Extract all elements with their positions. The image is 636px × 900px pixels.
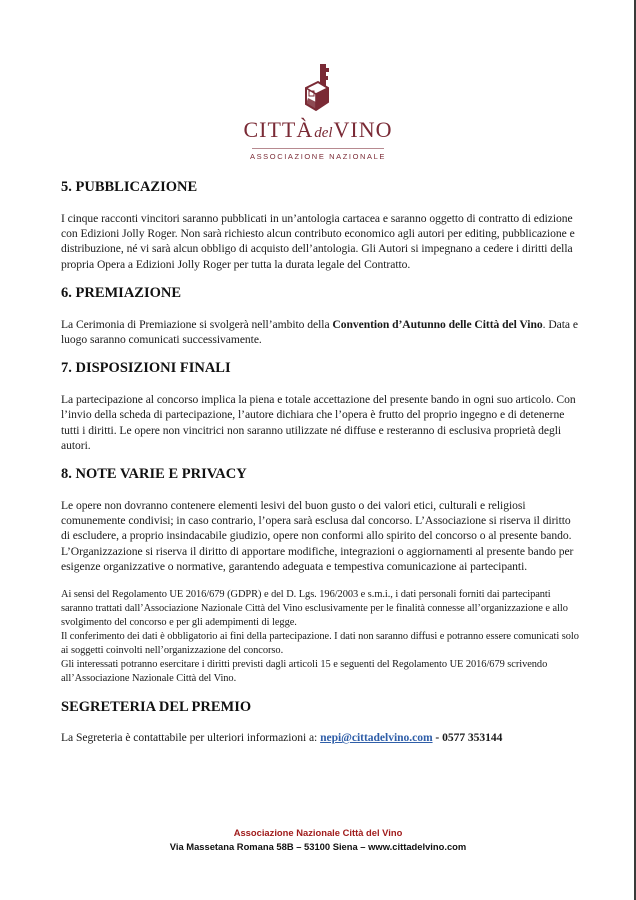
section-heading: 8. NOTE VARIE E PRIVACY [61,466,247,483]
section-paragraph: La partecipazione al concorso implica la piena e totale accettazione del presente bando in ogni suo articolo. Con l’invio della scheda di partecipazione, l’autore dichiara che l’opera è frutto del proprio ingegno e di detenerne tutti i diritti. Le opere non vincitrici non saranno utilizzate né diffuse e resteranno di esclusiva proprietà degli autori. [61,393,576,452]
convention-name: Convention d’Autunno delle Città del Vino [332,317,543,331]
footer-organization: Associazione Nazionale Città del Vino [233,827,403,838]
contact-line [61,730,581,745]
logo-subtitle: ASSOCIAZIONE NAZIONALE [249,152,387,161]
section-heading: 5. PUBBLICAZIONE [61,179,198,195]
privacy-block [61,588,581,686]
section-segreteria [61,698,581,745]
section-pubblicazione [61,178,581,272]
wine-cube-key-icon [298,62,338,116]
logo-title-del: del [314,125,333,141]
logo-title-citta: CITTÀ [243,117,314,142]
section-heading: 7. DISPOSIZIONI FINALI [61,360,231,377]
section-disposizioni-finali [61,359,581,453]
header-logo [0,62,636,161]
section-paragraph [61,317,581,347]
document-body [61,178,581,745]
contact-text: La Segreteria è contattabile per ulteriori informazioni a: [61,731,321,745]
privacy-line: Gli interessati potranno esercitare i diritti previsti dagli articoli 15 e seguenti del Regolamento UE 2016/679 scrivendo all’Associazione Nazionale Città del Vino. [61,659,548,685]
section-note-privacy [61,465,581,686]
privacy-line: Il conferimento dei dati è obbligatorio ai fini della partecipazione. I dati non saranno diffusi e potranno essere comunicati solo ai soggetti coinvolti nell’organizzazione del concorso. [61,631,579,657]
logo-title [0,118,636,145]
paragraph-text: La Cerimonia di Premiazione si svolgerà nell’ambito della [61,317,333,331]
section-heading: 6. PREMIAZIONE [61,284,182,301]
page-footer [0,826,636,854]
phone-number: 0577 353144 [442,731,503,745]
privacy-line: Ai sensi del Regolamento UE 2016/679 (GDPR) e del D. Lgs. 196/2003 e s.m.i., i dati personali forniti dai partecipanti saranno trattati dall’Associazione Nazionale Città del Vino esclusivamente per le finalità connesse all’organizzazione e allo svolgimento del concorso e per gli adempimenti di legge. [61,589,568,629]
contact-separator: - [432,731,443,745]
section-paragraph: I cinque racconti vincitori saranno pubblicati in un’antologia cartacea e saranno oggetto di contratto di edizione con Edizioni Jolly Roger. Non sarà richiesto alcun contributo economico agli autori per editing, pubblicazione e distribuzione, né vi sarà alcun obbligo di acquisto dell’antologia. Gli Autori si impegnano a cedere i diritti della propria Opera a Edizioni Jolly Roger per tutta la durata legale del Contratto. [61,212,575,271]
section-premiazione [61,284,581,347]
logo-title-vino: VINO [333,117,393,142]
email-link[interactable]: nepi@cittadelvino.com [320,731,433,745]
footer-address: Via Massetana Romana 58B – 53100 Siena – www.cittadelvino.com [169,841,467,852]
section-paragraph: Le opere non dovranno contenere elementi lesivi del buon gusto o dei valori etici, culturali e religiosi comunemente condivisi; in caso contrario, l’opera sarà esclusa dal concorso. L’Associazione si riserva il diritto di escludere, a proprio insindacabile giudizio, opere non conformi allo spirito del concorso o al presente bando. L’Organizzazione si riserva il diritto di apportare modifiche, integrazioni o aggiornamenti al presente bando per esigenze organizzative o normative, garantendo adeguata e tempestiva comunicazione ai partecipanti. [61,499,574,573]
paragraph-text: . Data e luogo saranno comunicati successivamente. [61,317,578,347]
logo-divider [252,148,384,149]
section-heading: SEGRETERIA DEL PREMIO [61,699,252,716]
